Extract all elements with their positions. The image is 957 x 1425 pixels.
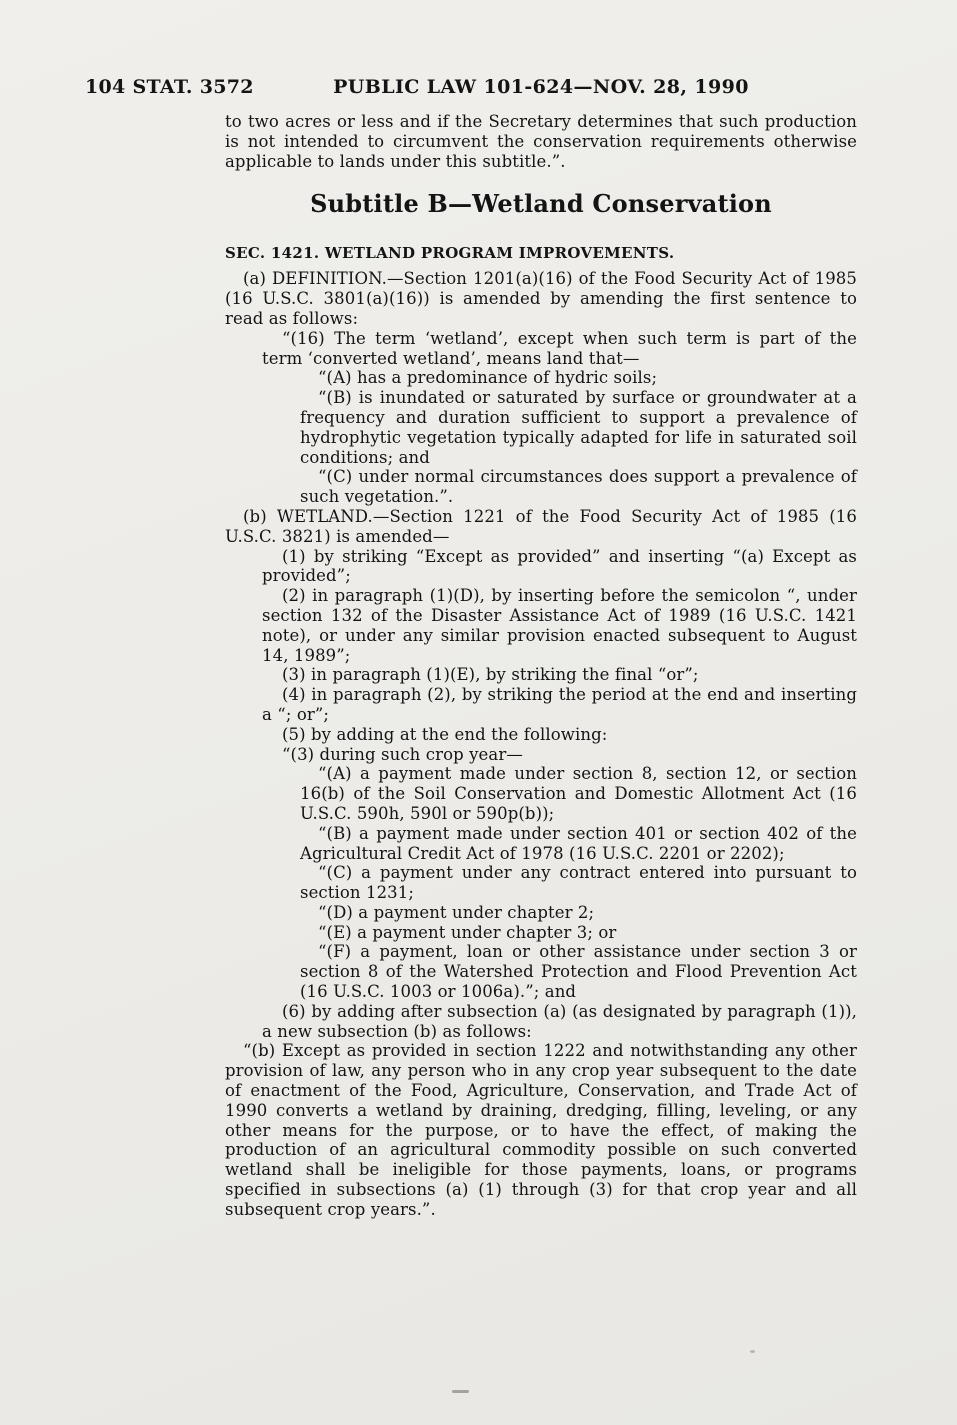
stat-page-number: 104 STAT. 3572 [85, 76, 254, 98]
statute-paragraph: (1) by striking “Except as provided” and inserting “(a) Except as provided”; [262, 546, 857, 586]
statute-paragraph: “(B) a payment made under section 401 or section 402 of the Agricultural Credit Act of 1978 (16 U.S.C. 2201 or 2202); [300, 823, 857, 863]
statute-paragraph: “(C) under normal circumstances does support a prevalence of such vegetation.”. [300, 467, 857, 507]
statute-paragraph: “(E) a payment under chapter 3; or [318, 922, 617, 942]
statute-paragraph: (b) WETLAND.—Section 1221 of the Food Security Act of 1985 (16 U.S.C. 3821) is amended— [225, 506, 857, 546]
statute-paragraph: “(D) a payment under chapter 2; [318, 902, 595, 922]
statute-paragraph: (4) in paragraph (2), by striking the period at the end and inserting a “; or”; [262, 685, 857, 724]
section-heading: SEC. 1421. WETLAND PROGRAM IMPROVEMENTS. [225, 244, 675, 263]
statute-paragraph: (3) in paragraph (1)(E), by striking the final “or”; [282, 665, 699, 685]
statute-paragraph: “(3) during such crop year— [282, 744, 523, 764]
statute-paragraph: “(C) a payment under any contract entered into pursuant to section 1231; [300, 863, 857, 903]
public-law-citation: PUBLIC LAW 101-624—NOV. 28, 1990 [333, 76, 749, 98]
statute-paragraph: “(A) a payment made under section 8, section 12, or section 16(b) of the Soil Conservation and Domestic Allotment Act (16 U.S.C. 590h, 590l or 590p(b)); [300, 764, 857, 823]
statute-paragraph: “(b) Except as provided in section 1222 and notwithstanding any other provision of law, any person who in any crop year subsequent to the date of enactment of the Food, Agriculture, Conservation, and Trade Act of 1990 converts a wetland by draining, dredging, filling, leveling, or any other means for the purpose, or to have the effect, of making the production of an agricultural commodity possible on such converted wetland shall be ineligible for those payments, loans, or programs specified in subsections (a) (1) through (3) for that crop year and all subsequent crop years.”. [225, 1041, 857, 1219]
scan-artifact-speck [750, 1350, 755, 1353]
statute-paragraph: “(A) has a predominance of hydric soils; [318, 368, 658, 388]
statute-text-column [225, 112, 857, 1220]
subtitle-heading: Subtitle B—Wetland Conservation [310, 189, 772, 219]
statute-paragraph: (5) by adding at the end the following: [282, 724, 608, 744]
statute-paragraph: (6) by adding after subsection (a) (as designated by paragraph (1)), a new subsection (b) as follows: [262, 1001, 857, 1041]
statute-paragraph: “(16) The term ‘wetland’, except when such term is part of the term ‘converted wetland’, means land that— [262, 328, 857, 368]
running-header [0, 76, 957, 100]
statute-paragraph: “(F) a payment, loan or other assistance under section 3 or section 8 of the Watershed Protection and Flood Prevention Act (16 U.S.C. 1003 or 1006a).”; and [300, 942, 857, 1002]
statute-paragraph: (a) DEFINITION.—Section 1201(a)(16) of the Food Security Act of 1985 (16 U.S.C. 3801(a)(16)) is amended by amending the first sentence to read as follows: [225, 269, 857, 328]
scan-artifact-dash [452, 1390, 469, 1393]
paragraph-list [225, 269, 857, 1219]
statute-paragraph: (2) in paragraph (1)(D), by inserting before the semicolon “, under section 132 of the Disaster Assistance Act of 1989 (16 U.S.C. 1421 note), or under any similar provision enacted subsequent to August 14, 1989”; [262, 586, 857, 665]
statute-paragraph: “(B) is inundated or saturated by surface or groundwater at a frequency and duration sufficient to support a prevalence of hydrophytic vegetation typically adapted for life in saturated soil conditions; and [300, 388, 857, 467]
continuation-paragraph: to two acres or less and if the Secretary determines that such production is not intended to circumvent the conservation requirements otherwise applicable to lands under this subtitle.”. [225, 112, 857, 171]
